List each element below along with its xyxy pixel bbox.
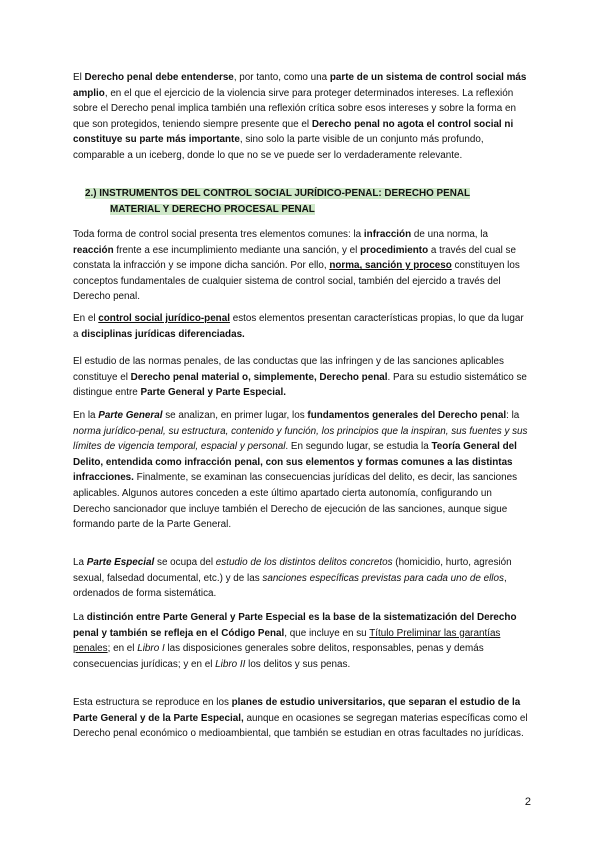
p2-run: procedimiento [360, 244, 429, 256]
p3-run: estos elementos presentan características propias, lo que da lugar a [73, 313, 524, 340]
p5-run: Parte General [98, 410, 163, 421]
p7-run: Título Preliminar las garantías penales [73, 627, 501, 655]
p3-run: En el [73, 313, 99, 324]
section-number: 2.) [85, 188, 97, 199]
paragraph-elementos-comunes [73, 227, 529, 305]
p5-run: fundamentos generales del Derecho penal [307, 410, 507, 421]
p2-run: reacción [73, 244, 114, 256]
p2-run: infracción [363, 229, 412, 240]
p6-run: sanciones específicas previstas para cada uno de ellos [262, 572, 504, 584]
p6-run: (homicidio, hurto, agresión sexual, falsedad documental, etc.) y de las [73, 557, 512, 584]
p5-run: . En segundo lugar, se estudia la [285, 441, 432, 453]
p8-run: Esta estructura se reproduce en los [73, 697, 232, 708]
p6-run: se ocupa del [154, 557, 216, 568]
p2-run: norma, sanción y proceso [329, 260, 452, 272]
p3-run: disciplinas jurídicas diferenciadas. [81, 328, 245, 340]
p7-run: Libro II [215, 658, 246, 670]
p1-run: Derecho penal no agota el control social ni constituye su parte más importante [73, 118, 514, 146]
p8-run: planes de estudio universitarios, que separan el estudio de la Parte General y de la Parte Especial, [73, 697, 521, 724]
p6-run: Parte Especial [86, 557, 155, 568]
p8-run: aunque en ocasiones se segregan materias específicas como el Derecho penal económico o medioambiental, que también se estudian en otras facultades no jurídicas. [73, 712, 528, 740]
section-heading [85, 186, 535, 217]
p4-run: Parte General y Parte Especial. [140, 387, 286, 399]
paragraph-distincion-codigo-penal [73, 610, 529, 672]
paragraph-control-social-juridico-penal [73, 311, 529, 342]
p4-run: El estudio de las normas penales, de las conductas que las infringen y de las sanciones aplicables constituye el [73, 356, 504, 383]
p6-run: La [73, 557, 87, 568]
p6-run: , ordenados de forma sistemática. [73, 572, 507, 600]
paragraph-planes-de-estudio [73, 695, 529, 742]
p1-run: , sino solo la parte visible de un conjunto más profundo, comparable a un iceberg, donde lo que no se ve puede ser lo verdaderamente relevante. [73, 134, 484, 161]
p4-run: . Para su estudio sistemático se distingue entre [73, 371, 527, 399]
p5-run: En la [73, 410, 99, 421]
paragraph-derecho-penal-control-social [73, 70, 529, 164]
p3-run: control social jurídico-penal [98, 313, 230, 324]
p2-run: Toda forma de control social presenta tres elementos comunes: la [73, 229, 364, 240]
p5-run: norma jurídico-penal, su estructura, contenido y función, los principios que la inspiran, sus fuentes y sus límites de vigencia temporal, espacial y personal [73, 425, 528, 453]
p7-run: las disposiciones generales sobre delitos, responsables, penas y demás consecuencias jurídicas; y en el [73, 643, 484, 670]
p7-run: , que incluye en su [284, 627, 370, 639]
p2-run: frente a ese incumplimiento mediante una sanción, y el [113, 244, 361, 256]
p1-run: , en el que el ejercicio de la violencia sirve para proteger determinados intereses. La reflexión sobre el Derecho penal implica también una reflexión crítica sobre esos intereses y sobre la forma en que son protegidos, teniendo siempre presente que el [73, 87, 516, 130]
p2-run: de una norma, la [411, 229, 488, 240]
p7-run: ; en el [107, 643, 138, 655]
p1-run: Derecho penal debe entenderse [84, 72, 234, 83]
p7-run: La [73, 612, 87, 623]
section-title-line-2: MATERIAL Y DERECHO PROCESAL PENAL [110, 203, 315, 215]
section-title-line-1: INSTRUMENTOS DEL CONTROL SOCIAL JURÍDICO-PENAL: DERECHO PENAL [99, 188, 470, 199]
p2-run: constituyen los conceptos fundamentales de cualquier sistema de control social, también del ejercido a través del Derecho penal. [73, 260, 520, 303]
p7-run: distinción entre Parte General y Parte Especial es la base de la sistematización del Derecho penal y también se refleja en el Código Penal [73, 612, 517, 639]
paragraph-parte-general [73, 408, 529, 533]
paragraph-derecho-penal-material [73, 354, 529, 401]
paragraph-parte-especial [73, 555, 529, 602]
p1-run: , por tanto, como una [233, 72, 330, 83]
p7-run: Libro I [137, 643, 165, 655]
page-number: 2 [524, 796, 531, 808]
p5-run: : la [506, 410, 520, 421]
p5-run: Finalmente, se examinan las consecuencias jurídicas del delito, es decir, las sanciones aplicables. Algunos autores conceden a este último apartado cierta autonomía, configurando un Derecho sancionador que incluye también el Derecho de ejecución de las sanciones, aunque sigue formando parte de la Parte General. [73, 472, 518, 531]
p2-run: a través del cual se constata la infracción y se impone dicha sanción. Por ello, [73, 244, 516, 272]
p5-run: se analizan, en primer lugar, los [162, 410, 308, 421]
p6-run: estudio de los distintos delitos concretos [215, 557, 393, 568]
p4-run: Derecho penal material o, simplemente, Derecho penal [130, 371, 388, 383]
p7-run: los delitos y sus penas. [245, 658, 351, 670]
p1-run: parte de un sistema de control social más amplio [73, 72, 527, 99]
p1-run: El [73, 72, 85, 83]
p5-run: Teoría General del Delito, entendida como infracción penal, con sus elementos y formas comunes a las distintas infracciones. [73, 441, 517, 484]
